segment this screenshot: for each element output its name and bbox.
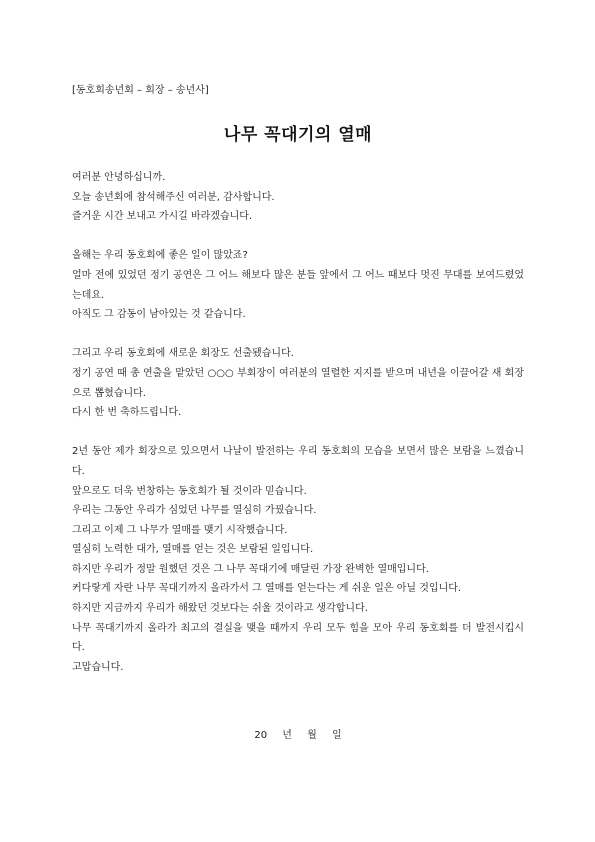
speech-line: 하지만 지금까지 우리가 해왔던 것보다는 쉬울 것이라고 생각합니다. bbox=[72, 603, 368, 615]
document-title: 나무 꼭대기의 열매 bbox=[223, 125, 373, 145]
date-line: 20 년 월 일 bbox=[254, 730, 342, 741]
speech-line: 여러분 안녕하십니까. bbox=[72, 172, 166, 183]
paragraph-gap bbox=[72, 325, 524, 345]
paragraph-gap bbox=[72, 423, 524, 443]
speech-line: 우리는 그동안 우리가 심었던 나무를 열심히 가꿨습니다. bbox=[72, 505, 317, 517]
speech-line: 커다랗게 자란 나무 꼭대기까지 올라가서 그 열매를 얻는다는 게 쉬운 일은 아닐 것입니다. bbox=[72, 583, 462, 595]
speech-line: 오늘 송년회에 참석해주신 여러분, 감사합니다. bbox=[72, 191, 275, 203]
speech-body bbox=[72, 168, 524, 677]
speech-line: 즐거운 시간 보내고 가시길 바라겠습니다. bbox=[72, 211, 253, 223]
document-page bbox=[72, 84, 524, 741]
speech-line: 2년 동안 제가 회장으로 있으면서 나날이 발전하는 우리 동호회의 모습을 보면서 많은 보람을 느꼈습니다. bbox=[72, 446, 524, 477]
speech-line: 정기 공연 때 총 연출을 맡았던 ○○○ 부회장이 여러분의 열렬한 지지를 받으며 내년을 이끌어갈 새 회장으로 뽑혔습니다. bbox=[72, 367, 524, 399]
speech-line: 다시 한 번 축하드립니다. bbox=[72, 407, 182, 419]
speech-line: 그리고 우리 동호회에 새로운 회장도 선출됐습니다. bbox=[72, 348, 294, 360]
speech-line: 하지만 우리가 정말 원했던 것은 그 나무 꼭대기에 매달린 가장 완벽한 열매입니다. bbox=[72, 563, 429, 575]
speech-line: 얼마 전에 있었던 정기 공연은 그 어느 해보다 많은 분들 앞에서 그 어느 때보다 멋진 무대를 보여드렸었는데요. bbox=[72, 269, 524, 301]
speech-line: 열심히 노력한 대가, 열매를 얻는 것은 보람된 일입니다. bbox=[72, 544, 314, 556]
speech-line: 나무 꼭대기까지 올라가 최고의 결실을 맺을 때까지 우리 모두 힘을 모아 우리 동호회를 더 발전시킵시다. bbox=[72, 622, 524, 654]
speech-line: 앞으로도 더욱 번창하는 동호회가 될 것이라 믿습니다. bbox=[72, 485, 307, 497]
paragraph-2 bbox=[72, 246, 524, 324]
speech-line: 고맙습니다. bbox=[72, 661, 124, 673]
paragraph-gap bbox=[72, 227, 524, 247]
paragraph-3 bbox=[72, 344, 524, 422]
document-header: [동호회송년회 – 회장 – 송년사] bbox=[72, 85, 209, 96]
paragraph-1 bbox=[72, 168, 524, 227]
speech-line: 올해는 우리 동호회에 좋은 일이 많았죠? bbox=[72, 250, 248, 262]
speech-line: 그리고 이제 그 나무가 열매를 맺기 시작했습니다. bbox=[72, 524, 288, 536]
paragraph-4 bbox=[72, 442, 524, 677]
speech-line: 아직도 그 감동이 남아있는 것 같습니다. bbox=[72, 309, 246, 321]
